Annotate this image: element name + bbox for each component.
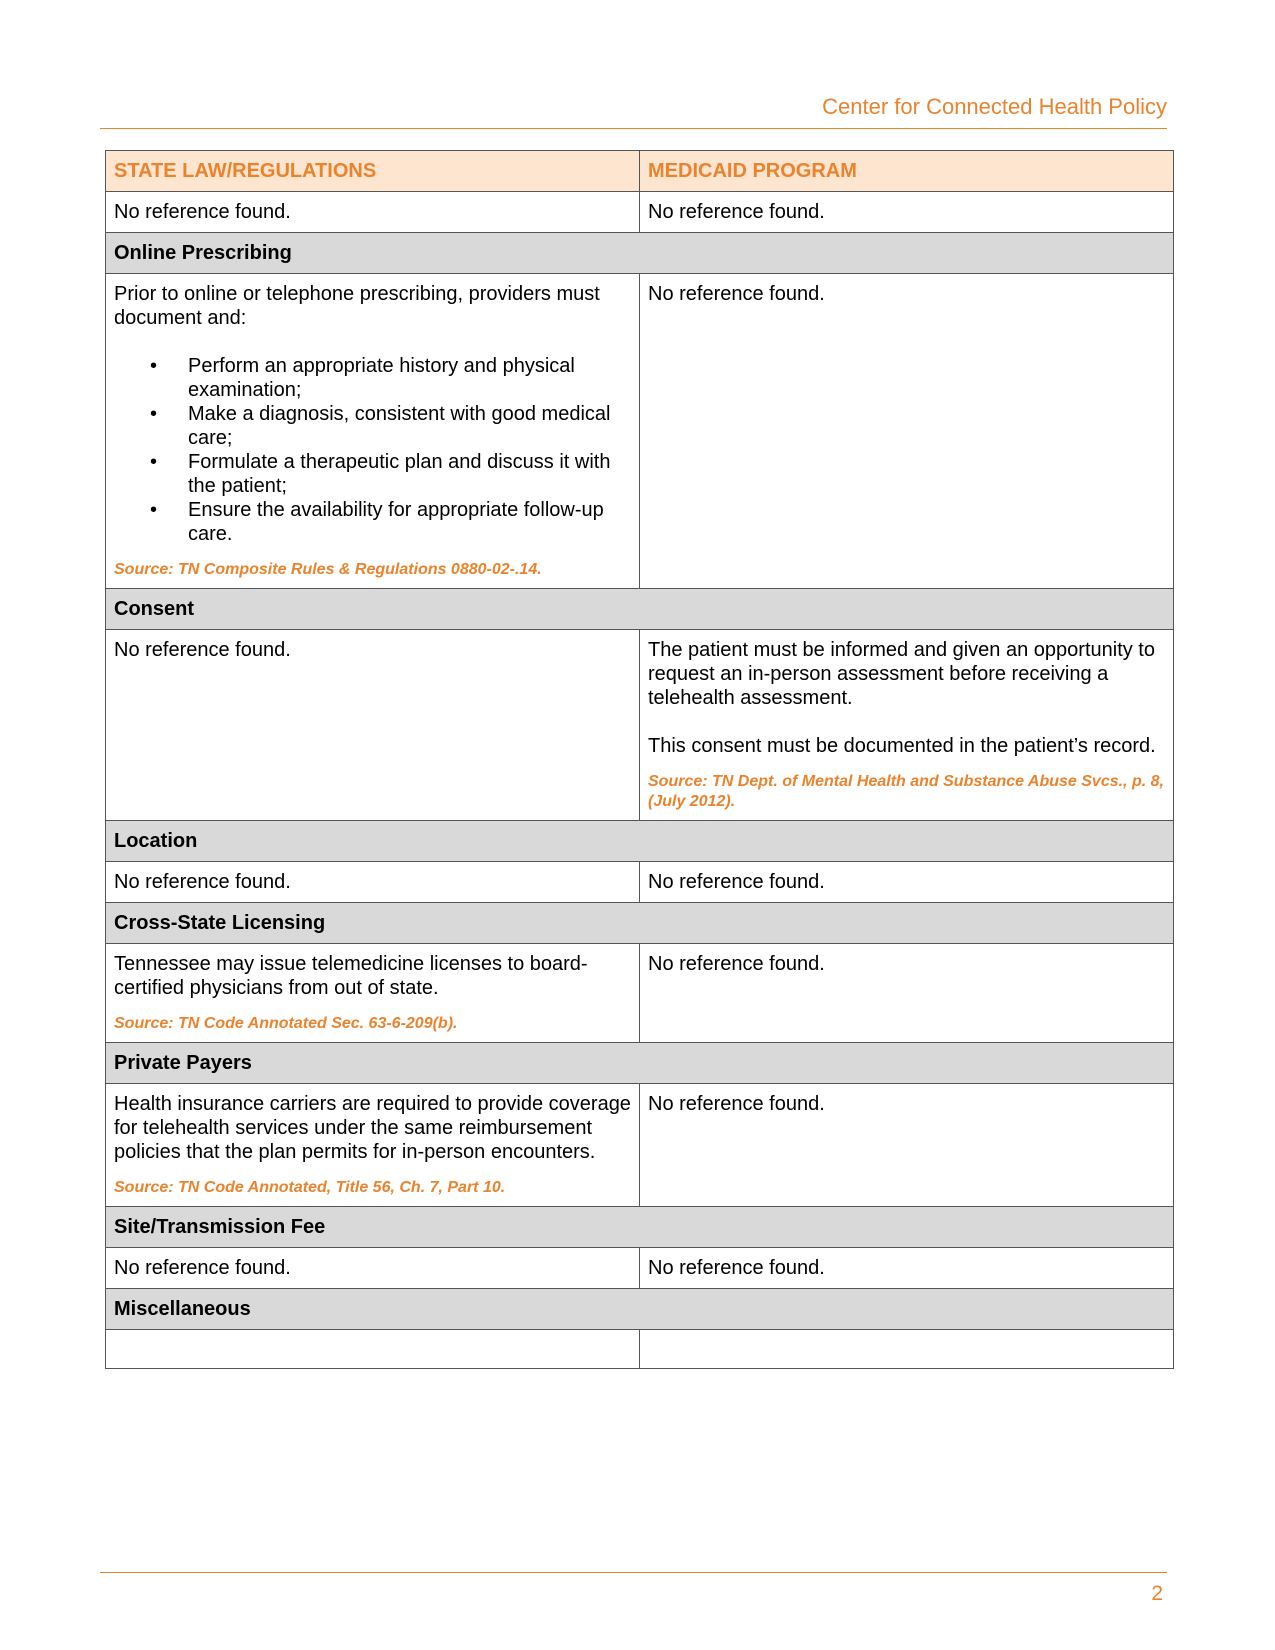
state-cell <box>106 1330 640 1369</box>
state-cell: No reference found. <box>106 1248 640 1289</box>
source-citation: Source: TN Composite Rules & Regulations 0880-02-.14. <box>114 561 542 578</box>
medicaid-cell: No reference found. <box>640 274 1174 589</box>
header-divider <box>100 128 1167 129</box>
section-title: Consent <box>106 589 1174 630</box>
list-item: • Make a diagnosis, consistent with good medical care; <box>188 402 631 450</box>
list-item: • Perform an appropriate history and physical examination; <box>188 354 631 402</box>
page-number: 2 <box>1151 1582 1163 1605</box>
paragraph: This consent must be documented in the patient’s record. <box>648 735 1156 757</box>
section-title: Location <box>106 821 1174 862</box>
document-header-title: Center for Connected Health Policy <box>822 94 1167 119</box>
table-row <box>106 862 1174 903</box>
section-row-private-payers <box>106 1043 1174 1084</box>
section-row-miscellaneous <box>106 1289 1174 1330</box>
section-row-cross-state-licensing <box>106 903 1174 944</box>
table-row <box>106 1330 1174 1369</box>
medicaid-cell: No reference found. <box>640 862 1174 903</box>
medicaid-cell: No reference found. <box>640 944 1174 1043</box>
source-citation: Source: TN Code Annotated, Title 56, Ch. 7, Part 10. <box>114 1179 506 1196</box>
list-item: • Ensure the availability for appropriate follow-up care. <box>188 498 631 546</box>
table-header-row <box>106 151 1174 192</box>
section-title: Site/Transmission Fee <box>106 1207 1174 1248</box>
paragraph: Tennessee may issue telemedicine licenses to board-certified physicians from out of state. <box>114 953 588 999</box>
requirements-list <box>114 354 631 546</box>
table-row <box>106 274 1174 589</box>
table-row <box>106 1248 1174 1289</box>
medicaid-cell <box>640 1330 1174 1369</box>
section-row-location <box>106 821 1174 862</box>
table-row <box>106 630 1174 821</box>
state-cell: No reference found. <box>106 862 640 903</box>
source-citation: Source: TN Code Annotated Sec. 63-6-209(b). <box>114 1015 458 1032</box>
column-header-medicaid: MEDICAID PROGRAM <box>640 151 1174 192</box>
policy-table <box>105 150 1174 1369</box>
section-title: Miscellaneous <box>106 1289 1174 1330</box>
intro-text: Prior to online or telephone prescribing, providers must document and: <box>114 283 600 329</box>
paragraph: The patient must be informed and given an opportunity to request an in-person assessment before receiving a telehealth assessment. <box>648 639 1155 709</box>
section-row-online-prescribing <box>106 233 1174 274</box>
medicaid-cell: No reference found. <box>640 1084 1174 1207</box>
table-row <box>106 944 1174 1043</box>
paragraph: Health insurance carriers are required to provide coverage for telehealth services under the same reimbursement policies that the plan permits for in-person encounters. <box>114 1093 631 1163</box>
section-row-consent <box>106 589 1174 630</box>
state-cell: No reference found. <box>106 192 640 233</box>
state-cell: No reference found. <box>106 630 640 821</box>
medicaid-cell: No reference found. <box>640 192 1174 233</box>
section-title: Cross-State Licensing <box>106 903 1174 944</box>
source-citation: Source: TN Dept. of Mental Health and Substance Abuse Svcs., p. 8, (July 2012). <box>648 773 1164 810</box>
table-row <box>106 192 1174 233</box>
column-header-state-law: STATE LAW/REGULATIONS <box>106 151 640 192</box>
state-cell <box>106 1084 640 1207</box>
section-title: Online Prescribing <box>106 233 1174 274</box>
section-row-site-transmission-fee <box>106 1207 1174 1248</box>
section-title: Private Payers <box>106 1043 1174 1084</box>
footer-divider <box>100 1572 1167 1573</box>
medicaid-cell <box>640 630 1174 821</box>
state-cell <box>106 274 640 589</box>
medicaid-cell: No reference found. <box>640 1248 1174 1289</box>
state-cell <box>106 944 640 1043</box>
list-item: • Formulate a therapeutic plan and discuss it with the patient; <box>188 450 631 498</box>
table-row <box>106 1084 1174 1207</box>
